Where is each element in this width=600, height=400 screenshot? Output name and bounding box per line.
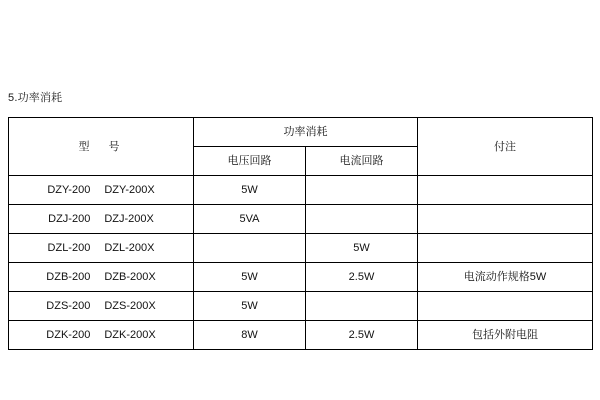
table-row bbox=[9, 321, 593, 350]
cell-current-circuit: 2.5W bbox=[306, 263, 418, 292]
cell-remark bbox=[418, 176, 593, 205]
model-code-variant: DZJ-200X bbox=[104, 213, 154, 225]
section-heading: 5.功率消耗 bbox=[8, 92, 63, 104]
model-code-variant: DZK-200X bbox=[104, 329, 156, 341]
cell-current-circuit bbox=[306, 176, 418, 205]
cell-current-circuit bbox=[306, 205, 418, 234]
cell-model bbox=[9, 321, 194, 350]
cell-remark bbox=[418, 234, 593, 263]
cell-model bbox=[9, 292, 194, 321]
model-code-variant: DZY-200X bbox=[104, 184, 155, 196]
table-row bbox=[9, 234, 593, 263]
cell-current-circuit: 5W bbox=[306, 234, 418, 263]
cell-current-circuit bbox=[306, 292, 418, 321]
table-body bbox=[9, 176, 593, 350]
model-code-primary: DZB-200 bbox=[46, 271, 91, 283]
table-header bbox=[9, 118, 593, 176]
cell-model bbox=[9, 205, 194, 234]
cell-model bbox=[9, 176, 194, 205]
model-code-variant: DZB-200X bbox=[104, 271, 156, 283]
table-row bbox=[9, 205, 593, 234]
cell-voltage-circuit: 8W bbox=[194, 321, 306, 350]
table-row bbox=[9, 176, 593, 205]
cell-model bbox=[9, 234, 194, 263]
cell-voltage-circuit: 5W bbox=[194, 176, 306, 205]
cell-voltage-circuit: 5VA bbox=[194, 205, 306, 234]
power-consumption-table bbox=[8, 117, 593, 350]
cell-remark bbox=[418, 205, 593, 234]
model-code-variant: DZL-200X bbox=[104, 242, 155, 254]
cell-remark bbox=[418, 292, 593, 321]
model-code-variant: DZS-200X bbox=[104, 300, 156, 312]
table-row bbox=[9, 292, 593, 321]
header-remark: 付注 bbox=[418, 118, 593, 176]
model-code-primary: DZS-200 bbox=[46, 300, 91, 312]
table-header-row-top bbox=[9, 118, 593, 147]
model-code-primary: DZJ-200 bbox=[48, 213, 91, 225]
header-current-circuit: 电流回路 bbox=[306, 147, 418, 176]
model-code-primary: DZY-200 bbox=[47, 184, 91, 196]
header-model: 型 号 bbox=[9, 118, 194, 176]
header-voltage-circuit: 电压回路 bbox=[194, 147, 306, 176]
cell-voltage-circuit: 5W bbox=[194, 292, 306, 321]
cell-remark: 电流动作规格5W bbox=[418, 263, 593, 292]
cell-voltage-circuit: 5W bbox=[194, 263, 306, 292]
cell-model bbox=[9, 263, 194, 292]
header-power-consumption: 功率消耗 bbox=[194, 118, 418, 147]
model-code-primary: DZL-200 bbox=[47, 242, 91, 254]
cell-remark: 包括外附电阻 bbox=[418, 321, 593, 350]
cell-current-circuit: 2.5W bbox=[306, 321, 418, 350]
power-consumption-table-wrapper bbox=[8, 117, 592, 350]
model-code-primary: DZK-200 bbox=[46, 329, 91, 341]
table-row bbox=[9, 263, 593, 292]
cell-voltage-circuit bbox=[194, 234, 306, 263]
